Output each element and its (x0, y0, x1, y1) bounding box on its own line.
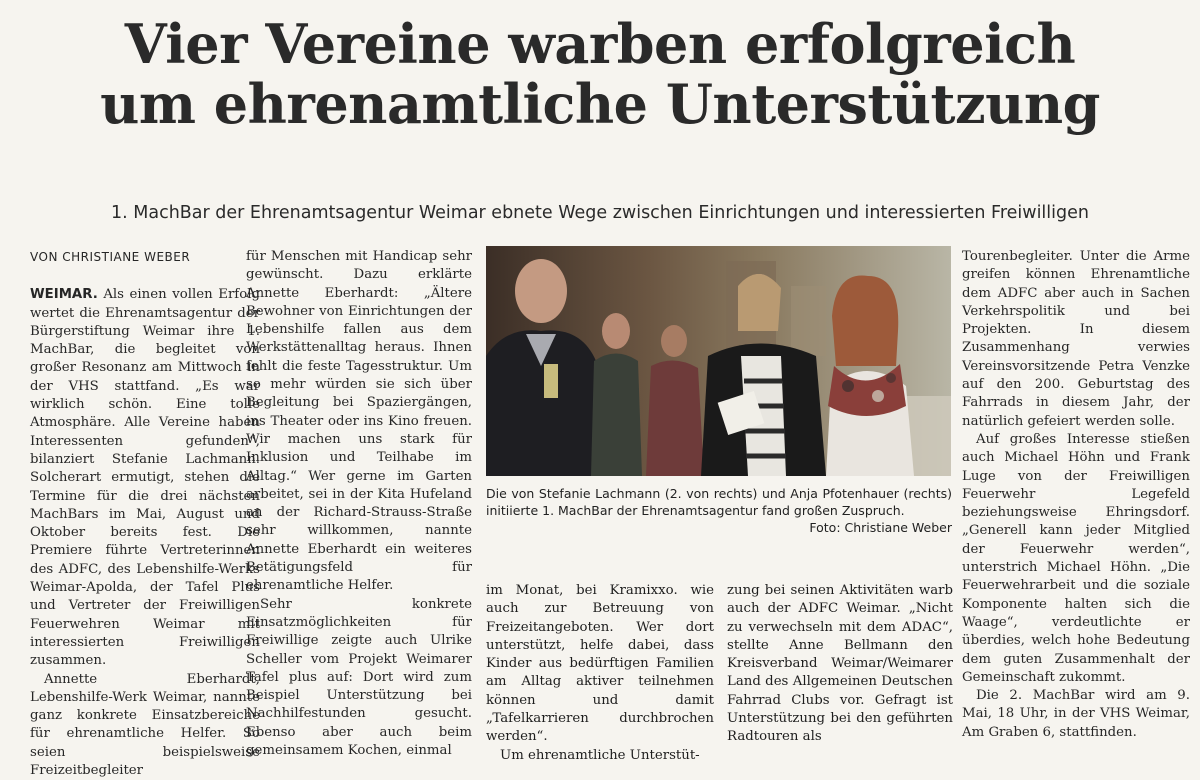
photo-credit: Foto: Christiane Weber (809, 520, 952, 535)
caption-text: Die von Stefanie Lachmann (2. von rechts) und Anja Pfotenhauer (rechts) initiierte 1. MachBar der Ehrenamtsagentur fand großen Zuspruch. (486, 486, 952, 518)
headline-line-2: um ehrenamtliche Unterstützung (100, 72, 1100, 136)
paragraph (30, 286, 260, 670)
paragraph: Annette Eberhardt, Lebenshilfe-Werk Weimar, nannte ganz konkrete Einsatzbereiche für ehrenamtliche Helfer. So seien beispielsweise Freizeitbegleiter (30, 671, 260, 779)
headline (30, 14, 1170, 134)
article-column-5 (962, 248, 1190, 742)
paragraph: im Monat, bei Kramixxo. wie auch zur Betreuung von Freizeitangeboten. Wer dort unterstützt, helfe dabei, dass Kinder aus bedürftigen Familien am Alltag aktiver teilnehmen können und damit „Tafelkarrieren durchbrochen werden“. (486, 583, 714, 745)
paragraph: Auf großes Interesse stießen auch Michael Höhn und Frank Luge von der Freiwilligen Feuerwehr Legefeld beziehungsweise Ehringsdorf. „Generell kann jeder Mitglied der Feuerwehr werden“, unterstrich Michael Höhn. „Die Feuerwehrarbeit und die soziale Komponente halten sich die Waage“, verdeutlichte er überdies, welch hohe Bedeutung dem guten Zusammenhalt der Gemeinschaft zukommt. (962, 431, 1190, 685)
paragraph: Sehr konkrete Einsatzmöglichkeiten für Freiwillige zeigte auch Ulrike Scheller vom Projekt Weimarer Tafel plus auf: Dort wird zum Beispiel Unterstützung bei Nachhilfestunden gesucht. Ebenso aber auch beim gemeinsamem Kochen, einmal (246, 596, 472, 759)
article-photo (486, 246, 951, 476)
dateline: WEIMAR. (30, 287, 98, 303)
photo-caption (486, 485, 952, 536)
article-column-4 (727, 582, 953, 747)
paragraph: für Menschen mit Handicap sehr gewünscht. Dazu erklärte Annette Eberhardt: „Ältere Bewohner von Einrichtungen der Lebenshilfe fallen aus dem Werkstättenalltag heraus. Ihnen fehlt die feste Tagesstruktur. Um so mehr würden sie sich über Begleitung bei Spaziergängen, ins Theater oder ins Kino freuen. Wir machen uns stark für Inklusion und Teilhabe im Alltag.“ Wer gerne im Garten arbeitet, sei in der Kita Hufeland an der Richard-Strauss-Straße sehr willkommen, nannte Annette Eberhardt ein weiteres Betätigungsfeld für ehrenamtliche Helfer. (246, 249, 472, 594)
article-column-3 (486, 582, 714, 765)
headline-line-1: Vier Vereine warben erfolgreich (124, 12, 1076, 76)
paragraph: Um ehrenamtliche Unterstüt- (500, 747, 700, 763)
paragraph-text: Als einen vollen Erfolg wertet die Ehrenamtsagentur der Bürgerstiftung Weimar ihre 1. MachBar, die begleitet von großer Resonanz am Mittwoch in der VHS stattfand. „Es war wirklich schön. Eine tolle Atmosphäre. Alle Vereine haben Interessenten gefunden“, bilanziert Stefanie Lachmann. Solcherart ermutigt, stehen die Termine für die drei nächsten MachBars im Mai, August und Oktober bereits fest. Die Premiere führte Vertreterinnen des ADFC, des Lebenshilfe-Werks Weimar-Apolda, der Tafel Plus und Vertreter der Freiwilligen Feuerwehren Weimar mit interessierten Freiwilligen zusammen. (30, 287, 260, 669)
article-column-1 (30, 248, 260, 780)
paragraph: Tourenbegleiter. Unter die Arme greifen können Ehrenamtliche dem ADFC aber auch in Sachen Verkehrspolitik und bei Projekten. In diesem Zusammenhang verwies Vereinsvorsitzende Petra Venzke auf den 200. Geburtstag des Fahrrads in diesem Jahr, der natürlich gefeiert werden solle. (962, 249, 1190, 429)
paragraph: Die 2. MachBar wird am 9. Mai, 18 Uhr, in der VHS Weimar, Am Graben 6, stattfinden. (962, 688, 1190, 740)
photo-image (486, 246, 951, 476)
article-column-2 (246, 248, 472, 760)
subheadline: 1. MachBar der Ehrenamtsagentur Weimar ebnete Wege zwischen Einrichtungen und interessierten Freiwilligen (110, 203, 1089, 223)
paragraph: zung bei seinen Aktivitäten warb auch der ADFC Weimar. „Nicht zu verwechseln mit dem ADAC“, stellte Anne Bellmann den Kreisverband Weimar/Weimarer Land des Allgemeinen Deutschen Fahrrad Clubs vor. Gefragt ist Unterstützung bei den geführten Radtouren als (727, 583, 953, 745)
byline: VON CHRISTIANE WEBER (30, 250, 191, 264)
